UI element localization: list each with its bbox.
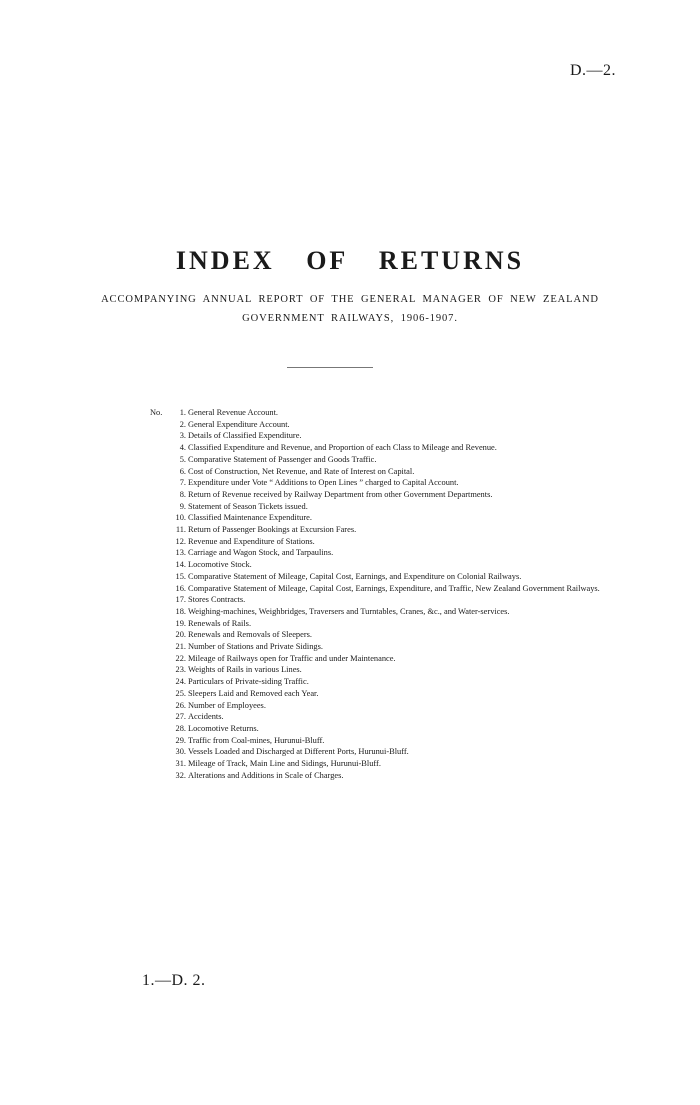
list-item (130, 466, 650, 478)
item-number: 19. (175, 618, 186, 628)
item-number: 30. (175, 747, 186, 757)
list-item (130, 653, 650, 665)
document-subtitle (0, 290, 700, 328)
list-item (130, 770, 650, 782)
list-item (130, 419, 650, 431)
list-item (130, 583, 650, 595)
list-item (130, 454, 650, 466)
item-text: Alterations and Additions in Scale of Charges. (188, 770, 344, 780)
item-number: 29. (175, 735, 186, 745)
list-item (130, 664, 650, 676)
list-item (130, 407, 650, 419)
item-text: Mileage of Track, Main Line and Sidings, Hurunui-Bluff. (188, 759, 381, 769)
list-item (130, 641, 650, 653)
page-reference: D.—2. (570, 62, 617, 79)
item-text: Particulars of Private-siding Traffic. (188, 677, 309, 687)
list-item (130, 711, 650, 723)
item-number: 20. (175, 630, 186, 640)
list-item (130, 746, 650, 758)
item-text: Return of Passenger Bookings at Excursion Fares. (188, 525, 357, 535)
list-item (130, 571, 650, 583)
item-text: Cost of Construction, Net Revenue, and Rate of Interest on Capital. (188, 466, 415, 476)
item-text: Return of Revenue received by Railway Department from other Government Departments. (188, 489, 493, 499)
item-number: 5. (179, 454, 186, 464)
item-text: General Expenditure Account. (188, 419, 290, 429)
item-number: 24. (175, 677, 186, 687)
item-text: Comparative Statement of Mileage, Capital Cost, Earnings, and Expenditure on Colonial Railways. (188, 571, 522, 581)
item-number: 14. (175, 560, 186, 570)
item-text: Classified Maintenance Expenditure. (188, 513, 312, 523)
item-text: Weighing-machines, Weighbridges, Traversers and Turntables, Cranes, &c., and Water-services. (188, 606, 510, 616)
item-number: 16. (175, 583, 186, 593)
list-item (130, 536, 650, 548)
item-number: 25. (175, 688, 186, 698)
item-text: Vessels Loaded and Discharged at Different Ports, Hurunui-Bluff. (188, 747, 409, 757)
item-text: Revenue and Expenditure of Stations. (188, 536, 315, 546)
item-text: Classified Expenditure and Revenue, and Proportion of each Class to Mileage and Revenue. (188, 443, 497, 453)
list-item (130, 559, 650, 571)
list-item (130, 723, 650, 735)
item-text: Comparative Statement of Mileage, Capital Cost, Earnings, Expenditure, and Traffic, New Zealand Government Railways. (188, 583, 600, 593)
divider-rule (287, 367, 373, 368)
list-item (130, 430, 650, 442)
list-item (130, 477, 650, 489)
item-text: Mileage of Railways open for Traffic and under Maintenance. (188, 653, 396, 663)
list-item (130, 524, 650, 536)
item-text: Sleepers Laid and Removed each Year. (188, 688, 319, 698)
list-item (130, 501, 650, 513)
item-text: Number of Stations and Private Sidings. (188, 642, 323, 652)
list-item (130, 735, 650, 747)
item-text: Renewals of Rails. (188, 618, 252, 628)
item-number: 23. (175, 665, 186, 675)
item-number: 3. (179, 431, 186, 441)
list-item (130, 489, 650, 501)
list-item (130, 594, 650, 606)
item-number: 28. (175, 723, 186, 733)
list-item (130, 758, 650, 770)
item-number: 27. (175, 712, 186, 722)
item-text: Number of Employees. (188, 700, 266, 710)
list-item (130, 688, 650, 700)
item-number: 18. (175, 606, 186, 616)
list-item (130, 700, 650, 712)
subtitle-line-2: GOVERNMENT RAILWAYS, 1906-1907. (242, 313, 458, 324)
number-prefix: No. (150, 408, 163, 417)
sheet-reference: 1.—D. 2. (142, 972, 206, 989)
list-item (130, 629, 650, 641)
item-number: 12. (175, 536, 186, 546)
item-text: Statement of Season Tickets issued. (188, 501, 308, 511)
item-number: 22. (175, 653, 186, 663)
item-number: 21. (175, 642, 186, 652)
item-text: General Revenue Account. (188, 408, 278, 417)
item-text: Accidents. (188, 712, 224, 722)
list-item (130, 606, 650, 618)
subtitle-line-1: ACCOMPANYING ANNUAL REPORT OF THE GENERAL MANAGER OF NEW ZEALAND (101, 294, 599, 305)
item-text: Details of Classified Expenditure. (188, 431, 302, 441)
item-text: Renewals and Removals of Sleepers. (188, 630, 312, 640)
item-text: Locomotive Stock. (188, 560, 252, 570)
item-number: 11. (175, 525, 186, 535)
list-item (130, 547, 650, 559)
item-number: 2. (179, 419, 186, 429)
item-number: 6. (179, 466, 186, 476)
item-number: 17. (175, 595, 186, 605)
item-number: 13. (175, 548, 186, 558)
item-text: Carriage and Wagon Stock, and Tarpaulins. (188, 548, 334, 558)
item-text: Comparative Statement of Passenger and Goods Traffic. (188, 454, 377, 464)
item-text: Weights of Rails in various Lines. (188, 665, 302, 675)
document-title: INDEX OF RETURNS (175, 246, 525, 275)
item-text: Expenditure under Vote “ Additions to Open Lines ” charged to Capital Account. (188, 478, 459, 488)
list-item (130, 512, 650, 524)
item-number: 1. (179, 408, 186, 417)
item-number: 9. (179, 501, 186, 511)
item-number: 7. (179, 478, 186, 488)
list-item (130, 618, 650, 630)
item-number: 8. (179, 489, 186, 499)
list-item (130, 676, 650, 688)
item-number: 15. (175, 571, 186, 581)
item-number: 31. (175, 759, 186, 769)
item-number: 26. (175, 700, 186, 710)
item-number: 10. (175, 513, 186, 523)
item-number: 4. (179, 443, 186, 453)
item-text: Locomotive Returns. (188, 723, 259, 733)
item-text: Stores Contracts. (188, 595, 246, 605)
item-text: Traffic from Coal-mines, Hurunui-Bluff. (188, 735, 325, 745)
item-number: 32. (175, 770, 186, 780)
list-item (130, 442, 650, 454)
returns-index-list (130, 407, 650, 782)
